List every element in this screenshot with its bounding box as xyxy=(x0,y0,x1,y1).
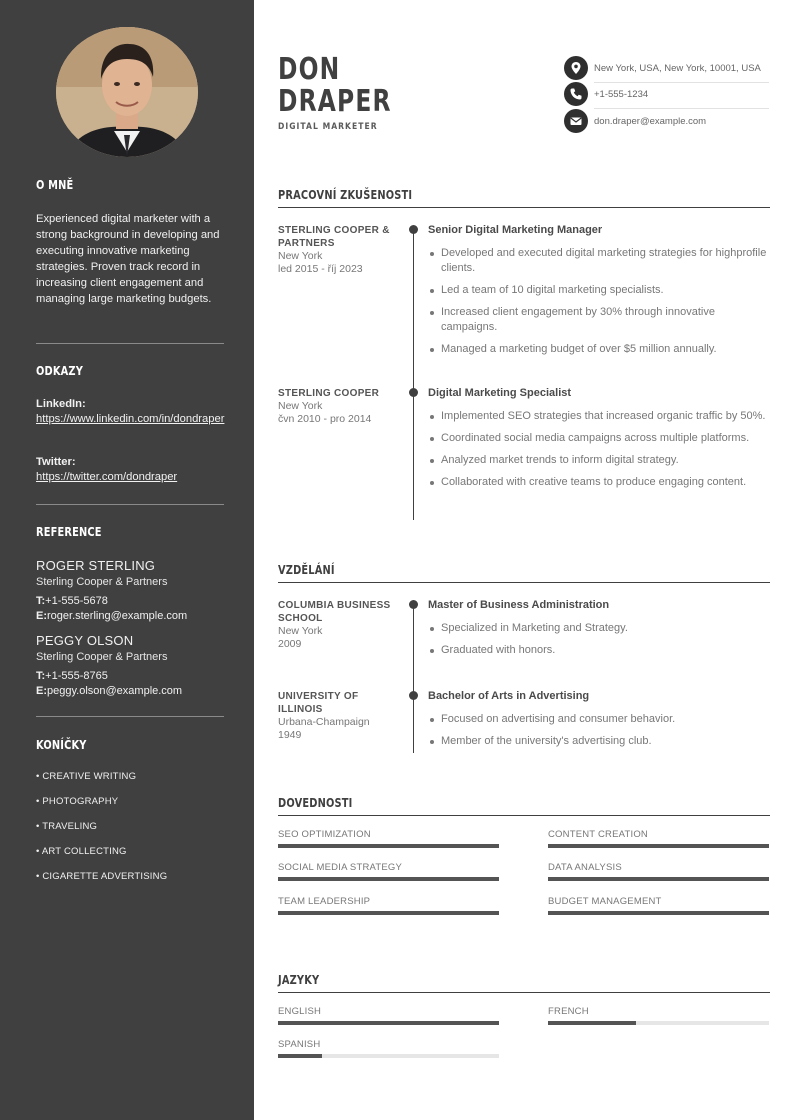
timeline-line xyxy=(413,603,414,753)
bullet-list xyxy=(428,712,772,749)
last-name: DRAPER xyxy=(278,84,392,119)
skill-bar xyxy=(278,911,499,915)
address-text: New York, USA, New York, 10001, USA xyxy=(594,63,761,74)
experience-heading: PRACOVNÍ ZKUŠENOSTI xyxy=(278,188,413,202)
year: 2009 xyxy=(278,638,302,650)
skill-item xyxy=(278,896,499,915)
timeline-dot xyxy=(409,600,418,609)
reference-company: Sterling Cooper & Partners xyxy=(36,576,168,588)
language-bar xyxy=(278,1021,499,1025)
language-bar-fill xyxy=(278,1021,499,1025)
hobby-item: • PHOTOGRAPHY xyxy=(36,796,119,807)
section-rule xyxy=(278,992,770,993)
hobby-item: • CREATIVE WRITING xyxy=(36,771,137,782)
education-heading: VZDĚLÁNÍ xyxy=(278,563,335,577)
section-rule xyxy=(278,582,770,583)
reference-company: Sterling Cooper & Partners xyxy=(36,651,168,663)
divider xyxy=(36,504,224,505)
skill-bar xyxy=(548,877,769,881)
company-name: STERLING COOPER & PARTNERS xyxy=(278,225,390,249)
skill-bar xyxy=(548,844,769,848)
language-bar-fill xyxy=(278,1054,322,1058)
twitter-url[interactable]: https://twitter.com/dondraper xyxy=(36,471,178,483)
degree: Master of Business Administration xyxy=(428,599,610,611)
reference-email xyxy=(36,609,236,624)
job-role: Digital Marketing Specialist xyxy=(428,387,572,399)
hobby-label: TRAVELING xyxy=(42,821,98,832)
reference-email xyxy=(36,684,236,699)
language-item xyxy=(278,1039,499,1058)
hobby-item: • CIGARETTE ADVERTISING xyxy=(36,871,168,882)
skill-item xyxy=(548,896,769,915)
hobby-item: • TRAVELING xyxy=(36,821,98,832)
bullet-item: Focused on advertising and consumer behavior. xyxy=(428,712,772,727)
links-heading: ODKAZY xyxy=(36,364,84,378)
language-item xyxy=(548,1006,769,1025)
reference-phone xyxy=(36,594,236,609)
section-rule xyxy=(278,815,770,816)
skill-bar-fill xyxy=(278,911,499,915)
degree: Bachelor of Arts in Advertising xyxy=(428,690,590,702)
skill-label: SOCIAL MEDIA STRATEGY xyxy=(278,862,403,873)
company-name: STERLING COOPER xyxy=(278,388,380,399)
school-name: COLUMBIA BUSINESS SCHOOL xyxy=(278,600,391,624)
education-meta xyxy=(278,599,398,651)
phone-text: +1-555-1234 xyxy=(594,89,649,100)
skill-bar xyxy=(548,911,769,915)
period: čvn 2010 - pro 2014 xyxy=(278,413,372,425)
contact-address xyxy=(564,56,769,82)
skill-label: BUDGET MANAGEMENT xyxy=(548,896,662,907)
education-meta xyxy=(278,690,398,742)
language-label: SPANISH xyxy=(278,1039,321,1050)
reference-name: ROGER STERLING xyxy=(36,558,156,573)
reference-email-value: peggy.olson@example.com xyxy=(47,685,183,697)
envelope-icon xyxy=(564,109,588,133)
contact-phone xyxy=(564,82,769,108)
hobby-label: PHOTOGRAPHY xyxy=(42,796,119,807)
hobby-item: • ART COLLECTING xyxy=(36,846,127,857)
email-label: E: xyxy=(36,610,47,622)
bullet-item: Developed and executed digital marketing strategies for highprofile clients. xyxy=(428,246,772,276)
divider xyxy=(36,343,224,344)
skill-bar xyxy=(278,844,499,848)
bullet-item: Increased client engagement by 30% through innovative campaigns. xyxy=(428,305,772,335)
skill-bar-fill xyxy=(548,844,769,848)
bullet-item: Coordinated social media campaigns across multiple platforms. xyxy=(428,431,772,446)
period: led 2015 - říj 2023 xyxy=(278,263,363,275)
first-name: DON xyxy=(278,52,341,87)
education-details xyxy=(428,598,772,665)
bullet-list xyxy=(428,246,772,357)
link-twitter xyxy=(36,455,226,485)
languages-heading: JAZYKY xyxy=(278,973,320,987)
reference-item xyxy=(36,633,236,699)
bullet-list xyxy=(428,409,772,490)
hobby-label: CIGARETTE ADVERTISING xyxy=(42,871,168,882)
timeline-dot xyxy=(409,225,418,234)
profile-photo xyxy=(56,27,198,157)
bullet-item: Collaborated with creative teams to produce engaging content. xyxy=(428,475,772,490)
skill-bar-fill xyxy=(548,911,769,915)
reference-phone-value: +1-555-8765 xyxy=(45,670,108,682)
references-heading: REFERENCE xyxy=(36,525,102,539)
location: Urbana-Champaign xyxy=(278,716,370,728)
name-block xyxy=(278,54,424,132)
phone-label: T: xyxy=(36,595,46,607)
about-heading: O MNĚ xyxy=(36,178,74,192)
year: 1949 xyxy=(278,729,302,741)
link-linkedin xyxy=(36,397,226,427)
hobby-label: CREATIVE WRITING xyxy=(42,771,137,782)
skill-bar-fill xyxy=(278,844,499,848)
job-title: DIGITAL MARKETER xyxy=(278,122,378,132)
reference-phone xyxy=(36,669,236,684)
job-role: Senior Digital Marketing Manager xyxy=(428,224,603,236)
language-label: ENGLISH xyxy=(278,1006,322,1017)
reference-name: PEGGY OLSON xyxy=(36,633,134,648)
bullet-item: Managed a marketing budget of over $5 million annually. xyxy=(428,342,772,357)
education-details xyxy=(428,689,772,756)
school-name: UNIVERSITY OF ILLINOIS xyxy=(278,691,359,715)
reference-email-value: roger.sterling@example.com xyxy=(47,610,188,622)
skill-bar-fill xyxy=(278,877,499,881)
timeline-dot xyxy=(409,691,418,700)
bullet-item: Specialized in Marketing and Strategy. xyxy=(428,621,772,636)
skill-bar xyxy=(278,877,499,881)
experience-details xyxy=(428,386,772,497)
skill-label: TEAM LEADERSHIP xyxy=(278,896,371,907)
about-text: Experienced digital marketer with a strong background in developing and executing innovative marketing strategies. Proven track record in increasing client engagement and managing large marketing budgets. xyxy=(36,213,220,305)
timeline-dot xyxy=(409,388,418,397)
language-label: FRENCH xyxy=(548,1006,589,1017)
language-bar xyxy=(548,1021,769,1025)
location: New York xyxy=(278,250,323,262)
bullet-list xyxy=(428,621,772,658)
skill-bar-fill xyxy=(548,877,769,881)
section-rule xyxy=(278,207,770,208)
bullet-item: Graduated with honors. xyxy=(428,643,772,658)
contact-email xyxy=(564,109,769,135)
link-label: Twitter: xyxy=(36,456,76,468)
email-text[interactable]: don.draper@example.com xyxy=(594,116,707,127)
skill-item xyxy=(548,862,769,881)
skill-label: CONTENT CREATION xyxy=(548,829,648,840)
language-bar xyxy=(278,1054,499,1058)
bullet-item: Analyzed market trends to inform digital strategy. xyxy=(428,453,772,468)
skill-item xyxy=(278,862,499,881)
link-label: LinkedIn: xyxy=(36,398,86,410)
divider xyxy=(36,716,224,717)
language-item xyxy=(278,1006,499,1025)
bullet-item: Led a team of 10 digital marketing specialists. xyxy=(428,283,772,298)
skill-label: DATA ANALYSIS xyxy=(548,862,622,873)
hobby-label: ART COLLECTING xyxy=(41,846,127,857)
language-bar-fill xyxy=(548,1021,636,1025)
location: New York xyxy=(278,625,323,637)
phone-label: T: xyxy=(36,670,46,682)
experience-meta xyxy=(278,387,398,426)
phone-icon xyxy=(564,82,588,106)
skill-item xyxy=(548,829,769,848)
experience-meta xyxy=(278,224,398,276)
linkedin-url[interactable]: https://www.linkedin.com/in/dondraper xyxy=(36,413,225,425)
location-pin-icon xyxy=(564,56,588,80)
reference-item xyxy=(36,558,236,624)
hobbies-heading: KONÍČKY xyxy=(36,738,87,752)
email-label: E: xyxy=(36,685,47,697)
skill-item xyxy=(278,829,499,848)
timeline-line xyxy=(413,228,414,520)
location: New York xyxy=(278,400,323,412)
experience-details xyxy=(428,223,772,364)
skills-heading: DOVEDNOSTI xyxy=(278,796,353,810)
reference-phone-value: +1-555-5678 xyxy=(45,595,108,607)
sidebar xyxy=(0,0,254,1120)
bullet-item: Member of the university's advertising club. xyxy=(428,734,772,749)
bullet-item: Implemented SEO strategies that increased organic traffic by 50%. xyxy=(428,409,772,424)
skill-label: SEO OPTIMIZATION xyxy=(278,829,371,840)
